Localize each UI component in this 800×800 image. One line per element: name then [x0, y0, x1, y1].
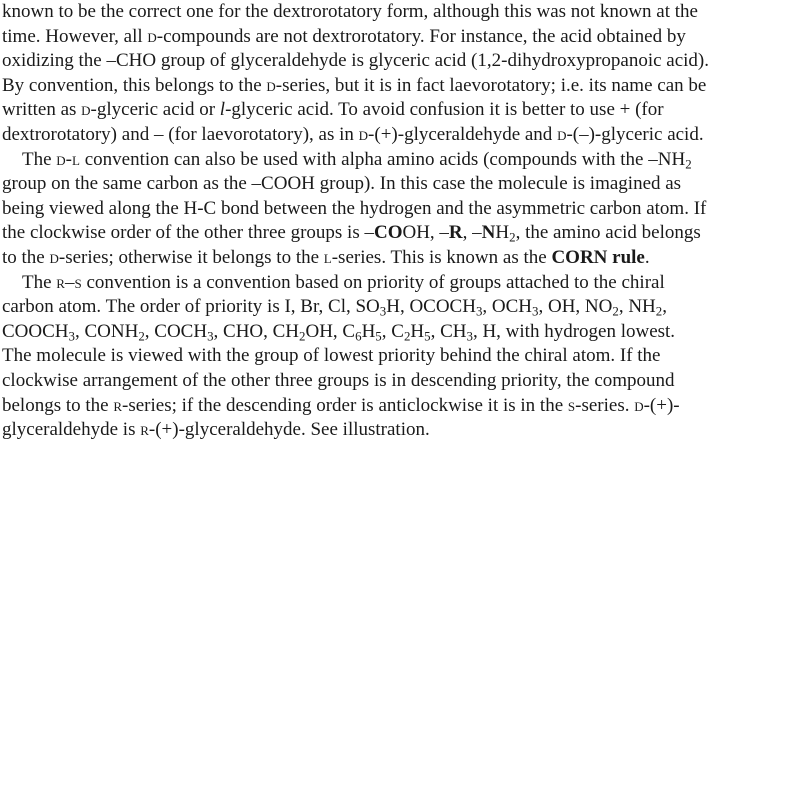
text-run: , OCH	[482, 296, 533, 318]
small-caps-run: l	[323, 246, 332, 268]
text-run: -glyceric acid. To avoid confusion it is better to use + (for	[225, 99, 664, 121]
subscript: 5	[375, 328, 382, 344]
text-run: -compounds are not dextrorotatory. For instance, the acid obtained by	[156, 25, 686, 47]
subscript: 2	[138, 328, 145, 344]
small-caps-run: d	[557, 123, 567, 145]
text-line	[2, 344, 794, 369]
text-run: H	[495, 222, 510, 244]
text-run: clockwise arrangement of the other three groups is in descending priority, the compound	[2, 369, 675, 391]
bold-run: N	[481, 222, 496, 244]
text-run: .	[644, 246, 650, 268]
text-line	[2, 25, 794, 50]
text-line	[2, 197, 794, 222]
text-run: , CH	[430, 320, 467, 342]
text-run: , OH, NO	[538, 296, 613, 318]
text-line	[2, 172, 794, 197]
text-run: -(+)-glyceraldehyde and	[368, 123, 558, 145]
text-run: The	[22, 148, 57, 170]
text-line	[2, 0, 794, 25]
text-run: H, OCOCH	[386, 296, 476, 318]
text-run: COOCH	[2, 320, 69, 342]
body-text	[2, 0, 794, 443]
text-run: -glyceric acid or	[90, 99, 220, 121]
text-line	[2, 49, 794, 74]
text-run: belongs to the	[2, 394, 114, 416]
bold-run: CORN rule	[551, 246, 645, 268]
subscript: 6	[355, 328, 362, 344]
text-run: -series. This is known as the	[331, 246, 552, 268]
text-run: The molecule is viewed with the group of lowest priority behind the chiral atom. If the	[2, 345, 661, 367]
small-caps-run: d	[634, 394, 644, 416]
small-caps-run: d	[358, 123, 369, 145]
text-run: convention can also be used with alpha amino acids (compounds with the –NH	[79, 148, 686, 170]
subscript: 3	[68, 328, 75, 344]
subscript: 3	[532, 303, 539, 319]
subscript: 5	[424, 328, 431, 344]
text-run: , CONH	[74, 320, 139, 342]
text-line	[2, 320, 794, 345]
small-caps-run: r–s	[56, 271, 82, 293]
text-run: -(+)-	[643, 394, 680, 416]
text-run: H	[361, 320, 376, 342]
subscript: 3	[466, 328, 473, 344]
subscript: 2	[509, 229, 516, 245]
text-run: OH, C	[305, 320, 356, 342]
small-caps-run: d	[81, 99, 91, 121]
text-run: , CHO, CH	[213, 320, 300, 342]
small-caps-run: r	[140, 419, 149, 441]
text-run: -series, but it is in fact laevorotatory; i.e. its name can be	[275, 74, 707, 96]
subscript: 3	[475, 303, 483, 319]
small-caps-run: d	[266, 74, 276, 96]
text-run: -(–)-glyceric acid.	[566, 123, 704, 145]
subscript: 3	[207, 328, 214, 344]
small-caps-run: s	[567, 394, 576, 416]
text-run: -series.	[575, 394, 635, 416]
italic-run: l	[219, 99, 226, 121]
text-line	[2, 98, 794, 123]
text-run: time. However, all	[2, 25, 148, 47]
text-line	[2, 148, 794, 173]
text-run: , the amino acid belongs	[515, 222, 701, 244]
text-run: The	[22, 271, 57, 293]
text-run: , H, with hydrogen lowest.	[472, 320, 676, 342]
subscript: 2	[612, 303, 619, 319]
small-caps-run: r	[113, 394, 123, 416]
text-run: group on the same carbon as the –COOH group). In this case the molecule is imagined as	[2, 173, 682, 195]
text-run: -series; otherwise it belongs to the	[58, 246, 324, 268]
text-run: -series; if the descending order is anticlockwise it is in the	[122, 394, 568, 416]
text-run: , COCH	[144, 320, 208, 342]
text-run: H	[410, 320, 425, 342]
text-run: known to be the correct one for the dextrorotatory form, although this was not known at the	[2, 1, 698, 22]
small-caps-run: d-l	[56, 148, 80, 170]
bold-run: R	[448, 222, 463, 244]
text-run: , –	[462, 222, 482, 244]
text-run: -(+)-glyceraldehyde. See illustration.	[148, 419, 430, 441]
text-run: the clockwise order of the other three groups is –	[2, 222, 374, 244]
text-run: OH, –	[402, 222, 449, 244]
small-caps-run: d	[49, 246, 59, 268]
text-line	[2, 369, 794, 394]
text-line	[2, 295, 794, 320]
text-line	[2, 418, 794, 443]
text-run: oxidizing the –CHO group of glyceraldehyde is glyceric acid (1,2-dihydroxypropanoic acid).	[2, 50, 710, 72]
text-run: , NH	[618, 296, 656, 318]
text-run: convention is a convention based on priority of groups attached to the chiral	[81, 271, 665, 293]
subscript: 2	[655, 303, 663, 319]
text-run: being viewed along the H-C bond between the hydrogen and the asymmetric carbon atom. If	[2, 197, 707, 219]
text-run: , C	[381, 320, 404, 342]
subscript: 2	[299, 328, 306, 344]
text-run: ,	[662, 296, 667, 318]
small-caps-run: d	[147, 25, 157, 47]
text-line	[2, 123, 794, 148]
text-line	[2, 246, 794, 271]
text-run: By convention, this belongs to the	[2, 74, 267, 96]
subscript: 2	[403, 328, 411, 344]
text-run: glyceraldehyde is	[2, 419, 141, 441]
text-run: to the	[2, 246, 50, 268]
text-line	[2, 221, 794, 246]
text-run: dextrorotatory) and – (for laevorotatory), as in	[2, 123, 359, 145]
text-run: carbon atom. The order of priority is I, Br, Cl, SO	[2, 296, 380, 318]
text-line	[2, 271, 794, 296]
bold-run: CO	[373, 222, 403, 244]
text-line	[2, 74, 794, 99]
subscript: 2	[685, 156, 692, 172]
text-run: written as	[2, 99, 82, 121]
subscript: 3	[379, 303, 387, 319]
text-line	[2, 394, 794, 419]
